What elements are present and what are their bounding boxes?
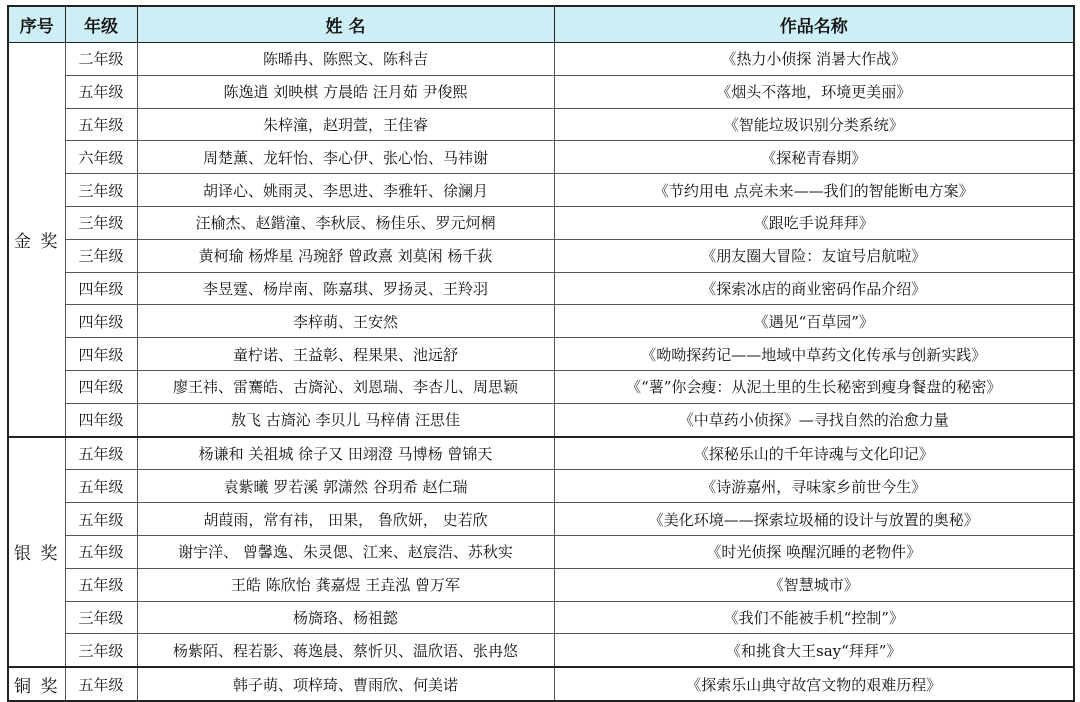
grade-cell: 五年级 (65, 667, 137, 701)
table-row (8, 370, 1074, 403)
table-row (8, 338, 1074, 371)
names-cell: 李昱霆、杨岸南、陈嘉琪、罗扬灵、王羚羽 (137, 272, 554, 305)
grade-cell: 五年级 (65, 437, 137, 470)
table-row (8, 108, 1074, 141)
grade-cell: 三年级 (65, 239, 137, 272)
table-row (8, 75, 1074, 108)
work-title-cell: 《诗游嘉州，寻味家乡前世今生》 (554, 470, 1074, 503)
work-title-cell: 《和挑食大王say“拜拜”》 (554, 634, 1074, 667)
table-row (8, 601, 1074, 634)
names-cell: 韩子萌、项梓琦、曹雨欣、何美诺 (137, 667, 554, 701)
header-index: 序号 (8, 6, 65, 43)
work-title-cell: 《探秘乐山的千年诗魂与文化印记》 (554, 437, 1074, 470)
table-row (8, 403, 1074, 436)
table-row (8, 470, 1074, 503)
grade-cell: 五年级 (65, 108, 137, 141)
names-cell: 杨谦和 关祖城 徐子又 田翊澄 马博杨 曾锦天 (137, 437, 554, 470)
grade-cell: 五年级 (65, 503, 137, 536)
work-title-cell: 《美化环境——探索垃圾桶的设计与放置的奥秘》 (554, 503, 1074, 536)
table-row (8, 206, 1074, 239)
grade-cell: 四年级 (65, 403, 137, 436)
names-cell: 朱梓潼，赵玥萱，王佳睿 (137, 108, 554, 141)
work-title-cell: 《烟头不落地，环境更美丽》 (554, 75, 1074, 108)
work-title-cell: 《跟吃手说拜拜》 (554, 206, 1074, 239)
work-title-cell: 《遇见“百草园”》 (554, 305, 1074, 338)
names-cell: 黄柯瑜 杨烨星 冯琬舒 曾政熹 刘莫闲 杨千荻 (137, 239, 554, 272)
table-row (8, 437, 1074, 470)
work-title-cell: 《我们不能被手机“控制”》 (554, 601, 1074, 634)
table-row (8, 239, 1074, 272)
header-title: 作品名称 (554, 6, 1074, 43)
award-level-cell: 银 奖 (8, 437, 65, 668)
names-cell: 陈晞冉、陈熙文、陈科吉 (137, 43, 554, 76)
grade-cell: 五年级 (65, 568, 137, 601)
table-row (8, 305, 1074, 338)
grade-cell: 三年级 (65, 174, 137, 207)
work-title-cell: 《探秘青春期》 (554, 141, 1074, 174)
table-row (8, 43, 1074, 76)
names-cell: 周楚薰、龙轩怡、李心伊、张心怡、马祎谢 (137, 141, 554, 174)
awards-table (7, 5, 1075, 702)
grade-cell: 二年级 (65, 43, 137, 76)
work-title-cell: 《朋友圈大冒险：友谊号启航啦》 (554, 239, 1074, 272)
grade-cell: 三年级 (65, 634, 137, 667)
work-title-cell: 《智慧城市》 (554, 568, 1074, 601)
grade-cell: 五年级 (65, 470, 137, 503)
table-row (8, 535, 1074, 568)
table-row (8, 503, 1074, 536)
names-cell: 杨紫陌、程若影、蒋逸晨、蔡忻贝、温欣语、张冉悠 (137, 634, 554, 667)
names-cell: 王皓 陈欣怡 龚嘉煜 王垚泓 曾万军 (137, 568, 554, 601)
grade-cell: 五年级 (65, 535, 137, 568)
names-cell: 李梓萌、王安然 (137, 305, 554, 338)
award-level-cell: 金 奖 (8, 43, 65, 437)
table-row (8, 272, 1074, 305)
work-title-cell: 《探索乐山典守故宫文物的艰难历程》 (554, 667, 1074, 701)
grade-cell: 五年级 (65, 75, 137, 108)
grade-cell: 四年级 (65, 370, 137, 403)
grade-cell: 三年级 (65, 206, 137, 239)
names-cell: 袁紫曦 罗若溪 郭潇然 谷玥希 赵仁瑞 (137, 470, 554, 503)
names-cell: 廖王祎、雷騫皓、古旖沁、刘恩瑞、李杏儿、周思颖 (137, 370, 554, 403)
work-title-cell: 《“薯”你会瘦：从泥土里的生长秘密到瘦身餐盘的秘密》 (554, 370, 1074, 403)
grade-cell: 三年级 (65, 601, 137, 634)
names-cell: 谢宇洋、 曾馨逸、朱灵偲、江来、赵宸浩、苏秋实 (137, 535, 554, 568)
names-cell: 汪榆杰、赵鍇潼、李秋辰、杨佳乐、罗元炣棢 (137, 206, 554, 239)
grade-cell: 四年级 (65, 305, 137, 338)
table-row (8, 568, 1074, 601)
names-cell: 陈逸逍 刘映棋 方晨皓 汪月茹 尹俊熙 (137, 75, 554, 108)
work-title-cell: 《时光侦探 唤醒沉睡的老物件》 (554, 535, 1074, 568)
header-names: 姓 名 (137, 6, 554, 43)
grade-cell: 四年级 (65, 338, 137, 371)
header-grade: 年级 (65, 6, 137, 43)
work-title-cell: 《中草药小侦探》—寻找自然的治愈力量 (554, 403, 1074, 436)
names-cell: 胡译心、姚雨灵、李思进、李雅轩、徐澜月 (137, 174, 554, 207)
work-title-cell: 《热力小侦探 消暑大作战》 (554, 43, 1074, 76)
work-title-cell: 《探索冰店的商业密码作品介绍》 (554, 272, 1074, 305)
names-cell: 敖飞 古旖沁 李贝儿 马梓倩 汪思佳 (137, 403, 554, 436)
names-cell: 童柠诺、王益彰、程果果、池远舒 (137, 338, 554, 371)
work-title-cell: 《节约用电 点亮未来——我们的智能断电方案》 (554, 174, 1074, 207)
table-row (8, 174, 1074, 207)
awards-table-container (7, 5, 1073, 702)
work-title-cell: 《呦呦探药记——地域中草药文化传承与创新实践》 (554, 338, 1074, 371)
table-row (8, 141, 1074, 174)
work-title-cell: 《智能垃圾识别分类系统》 (554, 108, 1074, 141)
names-cell: 杨旖珞、杨祖懿 (137, 601, 554, 634)
grade-cell: 四年级 (65, 272, 137, 305)
grade-cell: 六年级 (65, 141, 137, 174)
table-row (8, 667, 1074, 701)
table-body (8, 43, 1074, 701)
names-cell: 胡葭雨，常有祎， 田果， 鲁欣妍， 史若欣 (137, 503, 554, 536)
award-level-cell: 铜 奖 (8, 667, 65, 701)
header-row (8, 6, 1074, 43)
table-row (8, 634, 1074, 667)
